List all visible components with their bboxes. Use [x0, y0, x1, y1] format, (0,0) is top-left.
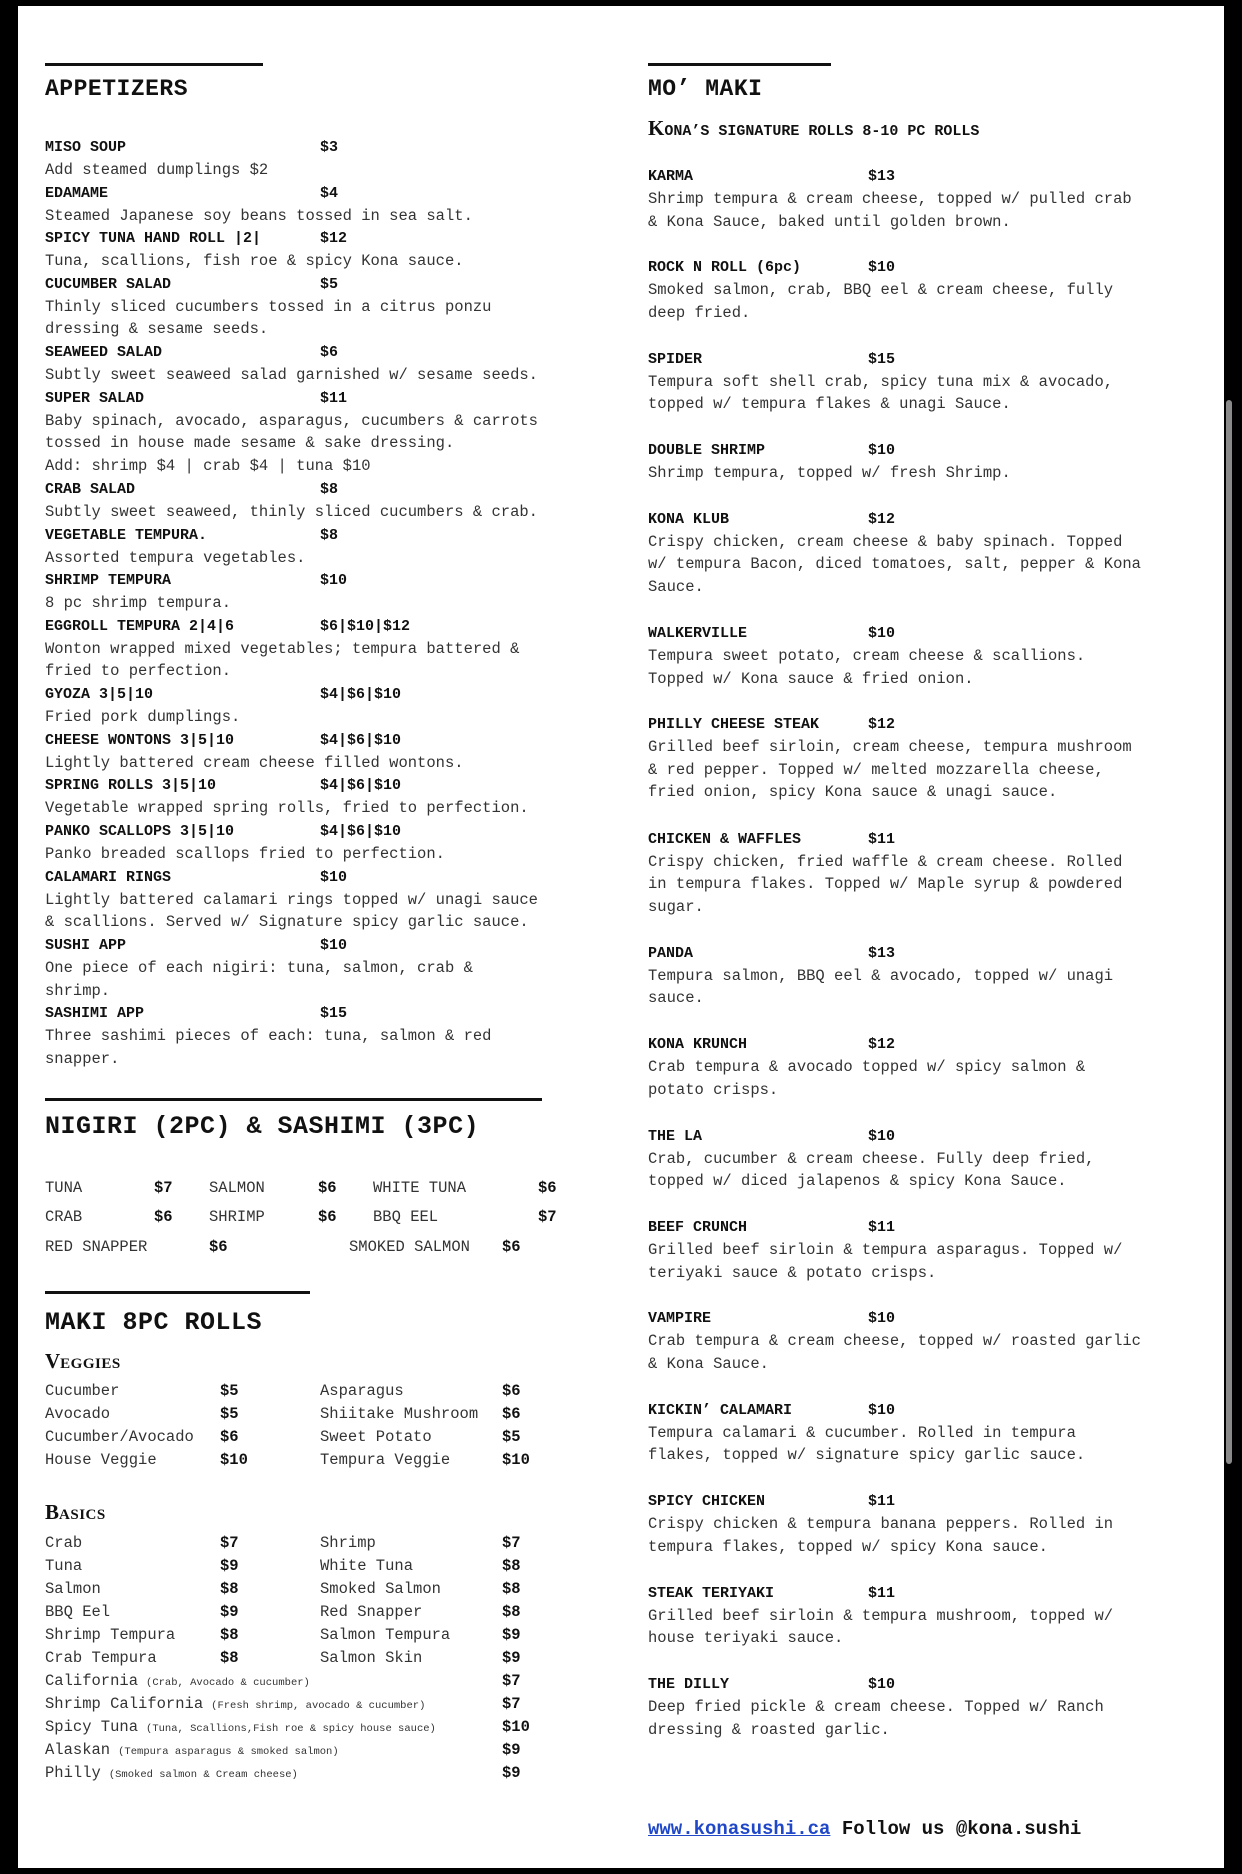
roll-name: CHICKEN & WAFFLES — [648, 830, 802, 848]
basics-price: $7 — [220, 1534, 239, 1552]
roll-price: $10 — [868, 1127, 896, 1145]
veggies-heading: VEGGIES — [45, 1349, 121, 1373]
roll-description: Tempura calamari & cucumber. Rolled in tempura flakes, topped w/ signature spicy garlic sauce. — [648, 1423, 1086, 1465]
veggies-price: $6 — [220, 1428, 239, 1446]
appetizer-description: Three sashimi pieces of each: tuna, salmon & red snapper. — [45, 1027, 492, 1068]
basics-name: Red Snapper — [320, 1603, 423, 1621]
basics-price: $9 — [502, 1649, 521, 1667]
special-roll-price: $10 — [502, 1718, 530, 1736]
nigiri-price: $7 — [538, 1208, 557, 1226]
roll-price: $11 — [868, 1493, 896, 1511]
appetizer-name: SPRING ROLLS 3|5|10 — [45, 777, 217, 795]
appetizer-price: $4|$6|$10 — [320, 823, 402, 840]
veggies-name: Shiitake Mushroom — [320, 1405, 479, 1423]
roll-price: $12 — [868, 510, 896, 528]
basics-name: White Tuna — [320, 1557, 414, 1575]
nigiri-price: $6 — [209, 1238, 228, 1256]
basics-price: $8 — [502, 1580, 521, 1598]
nigiri-title: NIGIRI (2PC) & SASHIMI (3PC) — [45, 1112, 480, 1141]
roll-name: ROCK N ROLL (6pc) — [648, 259, 802, 277]
basics-price: $8 — [220, 1580, 239, 1598]
roll-price: $11 — [868, 1219, 896, 1236]
appetizer-price: $15 — [320, 1005, 348, 1023]
roll-description: Tempura salmon, BBQ eel & avocado, topped w/ unagi sauce. — [648, 966, 1114, 1008]
appetizer-name: VEGETABLE TEMPURA. — [45, 526, 208, 544]
appetizer-name: CALAMARI RINGS — [45, 868, 172, 886]
nigiri-name: SHRIMP — [209, 1208, 265, 1226]
special-roll-name: Philly — [45, 1764, 101, 1782]
special-roll — [45, 1672, 310, 1690]
veggies-name: Cucumber — [45, 1382, 120, 1400]
basics-name: Salmon Skin — [320, 1649, 423, 1667]
appetizer-name: SEAWEED SALAD — [45, 344, 163, 362]
roll-description: Grilled beef sirloin & tempura mushroom, topped w/ house teriyaki sauce. — [648, 1606, 1114, 1648]
veggies-price: $5 — [220, 1405, 239, 1423]
basics-price: $8 — [220, 1649, 239, 1667]
roll-price: $13 — [868, 944, 896, 962]
roll-name: THE LA — [648, 1127, 703, 1145]
appetizer-description: Tuna, scallions, fish roe & spicy Kona sauce. — [45, 252, 464, 271]
roll-description: Shrimp tempura & cream cheese, topped w/ pulled crab & Kona Sauce, baked until golden brown. — [648, 190, 1132, 231]
nigiri-price: $7 — [154, 1179, 173, 1197]
special-roll-price: $7 — [502, 1695, 521, 1713]
appetizer-name: SPICY TUNA HAND ROLL |2| — [45, 230, 262, 248]
nigiri-name: BBQ EEL — [373, 1208, 439, 1226]
veggies-name: Sweet Potato — [320, 1428, 432, 1446]
appetizer-price: $8 — [320, 481, 339, 498]
basics-name: Shrimp Tempura — [45, 1626, 176, 1644]
special-roll — [45, 1695, 425, 1713]
appetizer-price: $6 — [320, 344, 339, 362]
roll-name: KARMA — [648, 168, 694, 185]
roll-price: $10 — [868, 259, 896, 277]
veggies-price: $10 — [502, 1451, 530, 1469]
special-roll-note: (Tempura asparagus & smoked salmon) — [118, 1746, 339, 1758]
appetizer-name: PANKO SCALLOPS 3|5|10 — [45, 823, 235, 840]
appetizer-name: EGGROLL TEMPURA 2|4|6 — [45, 617, 235, 635]
nigiri-name: SMOKED SALMON — [349, 1238, 470, 1256]
special-roll — [45, 1741, 339, 1759]
footer — [648, 1818, 1081, 1840]
roll-name: PANDA — [648, 944, 694, 962]
roll-description: Crispy chicken, cream cheese & baby spinach. Topped w/ tempura Bacon, diced tomatoes, salt, pepper & Kona Sauce. — [648, 532, 1141, 596]
veggies-name: Cucumber/Avocado — [45, 1428, 194, 1446]
roll-price: $11 — [868, 1584, 896, 1602]
appetizer-description: Fried pork dumplings. — [45, 708, 241, 727]
basics-price: $8 — [220, 1626, 239, 1644]
appetizer-price: $4|$6|$10 — [320, 777, 402, 795]
roll-price: $11 — [868, 830, 896, 848]
basics-price: $8 — [502, 1557, 521, 1575]
roll-name: KONA KRUNCH — [648, 1036, 748, 1054]
veggies-name: Tempura Veggie — [320, 1451, 451, 1469]
basics-name: Crab — [45, 1534, 83, 1552]
basics-name: Salmon Tempura — [320, 1626, 451, 1644]
special-roll-price: $9 — [502, 1741, 521, 1759]
roll-description: Crispy chicken, fried waffle & cream cheese. Rolled in tempura flakes. Topped w/ Maple syrup & powdered sugar. — [648, 852, 1123, 916]
special-roll — [45, 1718, 436, 1736]
appetizer-name: GYOZA 3|5|10 — [45, 686, 154, 704]
appetizer-name: SUPER SALAD — [45, 389, 145, 407]
website-link[interactable]: www.konasushi.ca — [648, 1818, 831, 1840]
roll-description: Crab tempura & avocado topped w/ spicy salmon & potato crisps. — [648, 1058, 1086, 1099]
mo-maki-title: MO’ MAKI — [648, 76, 763, 102]
basics-price: $9 — [502, 1626, 521, 1644]
menu-page — [18, 6, 1224, 1868]
veggies-name: Avocado — [45, 1405, 111, 1423]
roll-description: Grilled beef sirloin, cream cheese, tempura mushroom & red pepper. Topped w/ melted mozzarella cheese, fried onion, spicy Kona sauce & unagi sauce. — [648, 738, 1132, 802]
roll-name: SPICY CHICKEN — [648, 1493, 766, 1511]
appetizer-description: Add steamed dumplings $2 — [45, 161, 269, 179]
roll-name: BEEF CRUNCH — [648, 1219, 748, 1236]
appetizer-name: MISO SOUP — [45, 139, 127, 156]
nigiri-price: $6 — [538, 1179, 557, 1197]
roll-price: $10 — [868, 625, 896, 642]
roll-description: Crispy chicken & tempura banana peppers. Rolled in tempura flakes, topped w/ spicy Kona sauce. — [648, 1515, 1114, 1556]
roll-price: $10 — [868, 1310, 896, 1328]
appetizer-name: SASHIMI APP — [45, 1005, 145, 1023]
special-roll — [45, 1764, 298, 1782]
basics-price: $7 — [502, 1534, 521, 1552]
roll-description: Crab, cucumber & cream cheese. Fully deep fried, topped w/ diced jalapenos & spicy Kona Sauce. — [648, 1149, 1095, 1191]
appetizer-description: Lightly battered calamari rings topped w/ unagi sauce & scallions. Served w/ Signature spicy garlic sauce. — [45, 890, 538, 932]
appetizer-price: $10 — [320, 868, 348, 886]
appetizer-name: CHEESE WONTONS 3|5|10 — [45, 731, 235, 749]
nigiri-name: SALMON — [209, 1179, 265, 1197]
roll-name: SPIDER — [648, 350, 703, 368]
appetizer-description: Lightly battered cream cheese filled wontons. — [45, 753, 464, 772]
appetizer-description: Assorted tempura vegetables. — [45, 548, 306, 567]
appetizer-price: $4|$6|$10 — [320, 686, 402, 704]
roll-price: $10 — [868, 1676, 896, 1693]
special-roll-note: (Fresh shrimp, avocado & cucumber) — [211, 1700, 426, 1712]
appetizer-price: $4|$6|$10 — [320, 731, 402, 749]
mo-maki-rule — [648, 63, 831, 66]
roll-name: STEAK TERIYAKI — [648, 1584, 775, 1602]
special-roll-name: Alaskan — [45, 1741, 111, 1759]
veggies-price: $10 — [220, 1451, 248, 1469]
special-roll-price: $7 — [502, 1672, 521, 1690]
maki-rule — [45, 1291, 310, 1294]
appetizer-name: SHRIMP TEMPURA — [45, 572, 172, 590]
basics-name: Shrimp — [320, 1534, 376, 1552]
roll-description: Grilled beef sirloin & tempura asparagus. Topped w/ teriyaki sauce & potato crisps. — [648, 1241, 1123, 1282]
appetizer-description: Wonton wrapped mixed vegetables; tempura battered & fried to perfection. — [45, 639, 520, 681]
appetizer-description: 8 pc shrimp tempura. — [45, 594, 232, 613]
appetizer-name: CUCUMBER SALAD — [45, 275, 172, 293]
appetizer-name: SUSHI APP — [45, 937, 127, 954]
special-roll-name: Spicy Tuna — [45, 1718, 139, 1736]
roll-name: WALKERVILLE — [648, 625, 748, 642]
veggies-price: $5 — [220, 1382, 239, 1400]
nigiri-price: $6 — [154, 1208, 173, 1226]
veggies-price: $6 — [502, 1405, 521, 1423]
roll-name: KICKIN’ CALAMARI — [648, 1401, 793, 1419]
basics-name: Smoked Salmon — [320, 1580, 441, 1598]
appetizer-name: CRAB SALAD — [45, 481, 136, 498]
appetizer-price: $10 — [320, 572, 348, 590]
roll-description: Crab tempura & cream cheese, topped w/ roasted garlic & Kona Sauce. — [648, 1332, 1141, 1373]
appetizer-price: $5 — [320, 275, 339, 293]
appetizer-price: $3 — [320, 139, 339, 156]
special-roll-name: Shrimp California — [45, 1695, 204, 1713]
basics-price: $9 — [220, 1557, 239, 1575]
roll-price: $12 — [868, 716, 896, 734]
appetizer-name: EDAMAME — [45, 184, 109, 202]
nigiri-name: RED SNAPPER — [45, 1238, 148, 1256]
roll-description: Tempura sweet potato, cream cheese & scallions. Topped w/ Kona sauce & fried onion. — [648, 647, 1086, 688]
nigiri-rule — [45, 1098, 542, 1101]
veggies-price: $5 — [502, 1428, 521, 1446]
roll-price: $10 — [868, 442, 896, 460]
appetizer-description: Vegetable wrapped spring rolls, fried to perfection. — [45, 799, 529, 818]
special-roll-name: California — [45, 1672, 139, 1690]
roll-name: PHILLY CHEESE STEAK — [648, 716, 820, 734]
maki-title: MAKI 8PC ROLLS — [45, 1308, 263, 1337]
roll-name: KONA KLUB — [648, 510, 730, 528]
appetizer-description: Thinly sliced cucumbers tossed in a citrus ponzu dressing & sesame seeds. — [45, 297, 492, 339]
nigiri-name: CRAB — [45, 1208, 83, 1226]
appetizer-description: One piece of each nigiri: tuna, salmon, crab & shrimp. — [45, 959, 473, 1000]
special-roll-price: $9 — [502, 1764, 521, 1782]
appetizer-price: $4 — [320, 184, 339, 202]
basics-price: $9 — [220, 1603, 239, 1621]
veggies-price: $6 — [502, 1382, 521, 1400]
nigiri-price: $6 — [318, 1179, 337, 1197]
roll-price: $10 — [868, 1401, 896, 1419]
roll-name: VAMPIRE — [648, 1310, 712, 1328]
basics-name: Crab Tempura — [45, 1649, 157, 1667]
roll-name: THE DILLY — [648, 1676, 730, 1693]
nigiri-price: $6 — [502, 1238, 521, 1256]
appetizer-description: Subtly sweet seaweed, thinly sliced cucumbers & crab. — [45, 503, 538, 521]
basics-name: Tuna — [45, 1557, 83, 1575]
veggies-name: Asparagus — [320, 1382, 404, 1400]
appetizer-price: $11 — [320, 389, 348, 407]
appetizer-price: $6|$10|$12 — [320, 617, 411, 635]
basics-name: Salmon — [45, 1580, 101, 1598]
social-handle: Follow us @kona.sushi — [841, 1818, 1082, 1840]
appetizer-price: $10 — [320, 937, 348, 954]
appetizer-price: $12 — [320, 230, 348, 248]
basics-price: $8 — [502, 1603, 521, 1621]
nigiri-name: TUNA — [45, 1179, 83, 1197]
veggies-name: House Veggie — [45, 1451, 157, 1469]
scrollbar-thumb[interactable] — [1226, 400, 1232, 1464]
signature-rolls-subtitle: KONA’S SIGNATURE ROLLS 8-10 PC ROLLS — [648, 116, 980, 140]
basics-name: BBQ Eel — [45, 1603, 111, 1621]
appetizer-description: Steamed Japanese soy beans tossed in sea salt. — [45, 206, 473, 225]
appetizer-price: $8 — [320, 526, 339, 544]
roll-name: DOUBLE SHRIMP — [648, 442, 766, 460]
basics-heading: BASICS — [45, 1500, 106, 1524]
special-roll-note: (Tuna, Scallions,Fish roe & spicy house sauce) — [146, 1723, 436, 1735]
nigiri-price: $6 — [318, 1208, 337, 1226]
roll-description: Smoked salmon, crab, BBQ eel & cream cheese, fully deep fried. — [648, 281, 1114, 322]
roll-price: $15 — [868, 350, 896, 368]
appetizers-title: APPETIZERS — [45, 76, 189, 102]
nigiri-name: WHITE TUNA — [373, 1179, 467, 1197]
roll-description: Deep fried pickle & cream cheese. Topped w/ Ranch dressing & roasted garlic. — [648, 1698, 1104, 1739]
roll-price: $13 — [868, 168, 896, 185]
roll-price: $12 — [868, 1036, 896, 1054]
roll-description: Tempura soft shell crab, spicy tuna mix & avocado, topped w/ tempura flakes & unagi Sauce. — [648, 372, 1114, 414]
appetizer-description: Baby spinach, avocado, asparagus, cucumbers & carrots tossed in house made sesame & sake dressing. Add: shrimp $4 | crab $4 | tuna $10 — [45, 411, 538, 475]
appetizer-description: Subtly sweet seaweed salad garnished w/ sesame seeds. — [45, 366, 538, 385]
appetizers-rule — [45, 63, 263, 66]
roll-description: Shrimp tempura, topped w/ fresh Shrimp. — [648, 464, 1011, 483]
appetizer-description: Panko breaded scallops fried to perfection. — [45, 845, 445, 863]
special-roll-note: (Crab, Avocado & cucumber) — [146, 1677, 310, 1689]
special-roll-note: (Smoked salmon & Cream cheese) — [108, 1769, 298, 1781]
